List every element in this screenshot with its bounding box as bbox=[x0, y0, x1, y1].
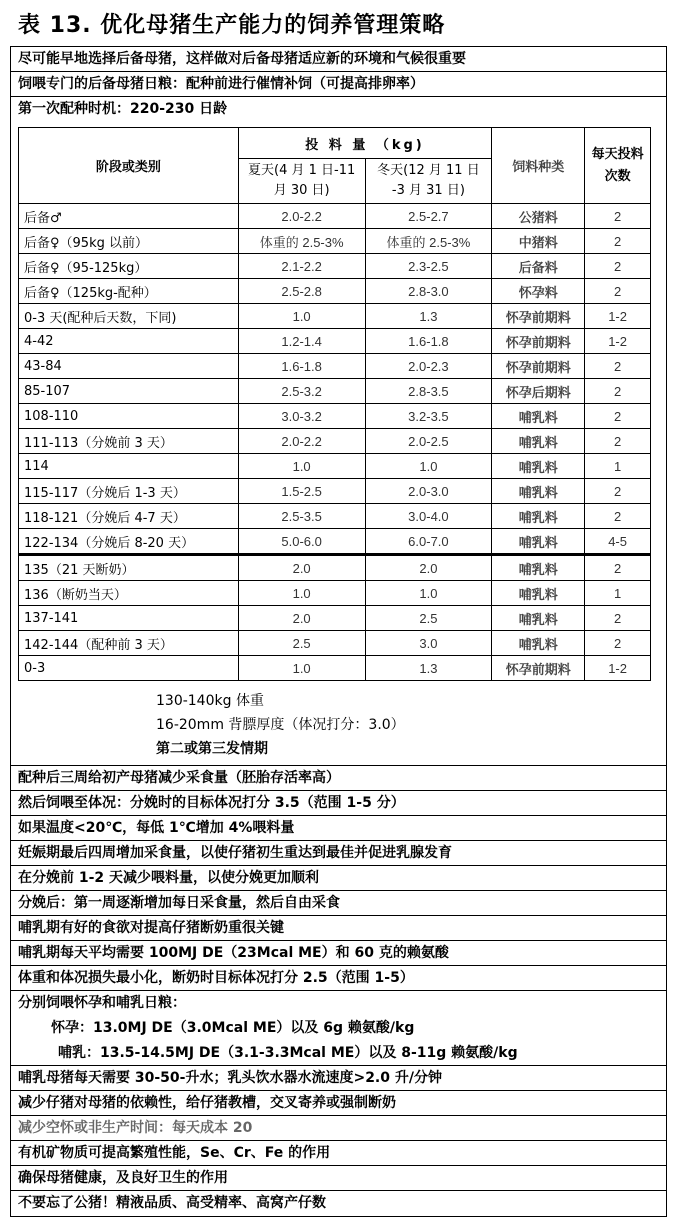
feed-cell: 哺乳料 bbox=[492, 631, 585, 656]
times-cell: 1 bbox=[585, 454, 651, 479]
winter-cell: 2.0-2.3 bbox=[365, 354, 492, 379]
strategy-row: 有机矿物质可提高繁殖性能，Se、Cr、Fe 的作用 bbox=[11, 1141, 666, 1166]
strategy-row: 配种后三周给初产母猪减少采食量（胚胎存活率高） bbox=[11, 766, 666, 791]
feed-cell: 怀孕前期料 bbox=[492, 329, 585, 354]
summer-cell: 体重的 2.5-3% bbox=[238, 229, 365, 254]
winter-cell: 2.5-2.7 bbox=[365, 204, 492, 229]
feed-cell: 哺乳料 bbox=[492, 454, 585, 479]
winter-cell: 1.3 bbox=[365, 304, 492, 329]
summer-cell: 2.5-2.8 bbox=[238, 279, 365, 304]
stage-cell: 后备♀（95-125kg） bbox=[19, 254, 239, 279]
pregnancy-diet: 怀孕：13.0MJ DE（3.0Mcal ME）以及 6g 赖氨酸/kg bbox=[51, 1020, 415, 1036]
table-row bbox=[19, 631, 651, 656]
summer-cell: 2.0-2.2 bbox=[238, 204, 365, 229]
table-row bbox=[19, 479, 651, 504]
summer-cell: 1.0 bbox=[238, 656, 365, 681]
stage-cell: 142-144（配种前 3 天） bbox=[19, 631, 239, 656]
stage-cell: 0-3 bbox=[19, 656, 239, 681]
stage-cell: 114 bbox=[19, 454, 239, 479]
strategy-row: 哺乳母猪每天需要 30-50-升水；乳头饮水器水流速度>2.0 升/分钟 bbox=[11, 1066, 666, 1091]
summer-cell: 1.0 bbox=[238, 581, 365, 606]
winter-cell: 1.6-1.8 bbox=[365, 329, 492, 354]
summer-cell: 1.6-1.8 bbox=[238, 354, 365, 379]
feed-cell: 中猪料 bbox=[492, 229, 585, 254]
table-row bbox=[19, 379, 651, 404]
times-cell: 2 bbox=[585, 279, 651, 304]
feeding-table bbox=[18, 127, 651, 681]
feed-cell: 怀孕前期料 bbox=[492, 656, 585, 681]
stage-cell: 后备♂ bbox=[19, 204, 239, 229]
header-times: 每天投料次数 bbox=[585, 128, 651, 204]
winter-cell: 体重的 2.5-3% bbox=[365, 229, 492, 254]
stage-cell: 4-42 bbox=[19, 329, 239, 354]
strategy-row: 妊娠期最后四周增加采食量，以使仔猪初生重达到最佳并促进乳腺发育 bbox=[11, 841, 666, 866]
winter-cell: 1.3 bbox=[365, 656, 492, 681]
table-row bbox=[19, 454, 651, 479]
stage-cell: 135（21 天断奶） bbox=[19, 555, 239, 581]
times-cell: 2 bbox=[585, 379, 651, 404]
times-cell: 2 bbox=[585, 504, 651, 529]
winter-cell: 1.0 bbox=[365, 454, 492, 479]
stage-cell: 43-84 bbox=[19, 354, 239, 379]
summer-cell: 2.5-3.5 bbox=[238, 504, 365, 529]
stage-cell: 136（断奶当天） bbox=[19, 581, 239, 606]
times-cell: 4-5 bbox=[585, 529, 651, 555]
stage-cell: 后备♀（125kg-配种） bbox=[19, 279, 239, 304]
summer-cell: 2.0 bbox=[238, 555, 365, 581]
feed-cell: 后备料 bbox=[492, 254, 585, 279]
summer-cell: 2.1-2.2 bbox=[238, 254, 365, 279]
feed-cell: 怀孕后期料 bbox=[492, 379, 585, 404]
table-row bbox=[19, 504, 651, 529]
feed-cell: 哺乳料 bbox=[492, 555, 585, 581]
stage-cell: 137-141 bbox=[19, 606, 239, 631]
stage-cell: 115-117（分娩后 1-3 天） bbox=[19, 479, 239, 504]
times-cell: 2 bbox=[585, 631, 651, 656]
winter-cell: 2.8-3.0 bbox=[365, 279, 492, 304]
strategy-row: 尽可能早地选择后备母猪，这样做对后备母猪适应新的环境和气候很重要 bbox=[11, 47, 666, 72]
note: 第二或第三发情期 bbox=[156, 741, 268, 757]
feed-cell: 怀孕前期料 bbox=[492, 354, 585, 379]
times-cell: 1 bbox=[585, 581, 651, 606]
separate-diets-head: 分别饲喂怀孕和哺乳日粮： bbox=[18, 995, 186, 1011]
table-row bbox=[19, 404, 651, 429]
header-amount: 投 料 量 （kg) bbox=[238, 128, 492, 159]
strategy-row: 减少空怀或非生产时间：每天成本 20 bbox=[11, 1116, 666, 1141]
table-row bbox=[19, 555, 651, 581]
feed-cell: 怀孕料 bbox=[492, 279, 585, 304]
feed-cell: 哺乳料 bbox=[492, 404, 585, 429]
times-cell: 2 bbox=[585, 479, 651, 504]
winter-cell: 2.0 bbox=[365, 555, 492, 581]
strategy-row: 确保母猪健康，及良好卫生的作用 bbox=[11, 1166, 666, 1191]
stage-cell: 0-3 天(配种后天数，下同) bbox=[19, 304, 239, 329]
times-cell: 2 bbox=[585, 606, 651, 631]
feed-cell: 怀孕前期料 bbox=[492, 304, 585, 329]
table-row bbox=[19, 279, 651, 304]
summer-cell: 2.0-2.2 bbox=[238, 429, 365, 454]
times-cell: 1-2 bbox=[585, 304, 651, 329]
table-row bbox=[19, 329, 651, 354]
table-row bbox=[19, 429, 651, 454]
feed-cell: 哺乳料 bbox=[492, 606, 585, 631]
feed-cell: 哺乳料 bbox=[492, 429, 585, 454]
summer-cell: 1.0 bbox=[238, 454, 365, 479]
table-row bbox=[19, 656, 651, 681]
header-stage: 阶段或类别 bbox=[19, 128, 239, 204]
table-row bbox=[19, 254, 651, 279]
stage-cell: 108-110 bbox=[19, 404, 239, 429]
strategy-row: 然后饲喂至体况：分娩时的目标体况打分 3.5（范围 1-5 分） bbox=[11, 791, 666, 816]
feed-cell: 公猪料 bbox=[492, 204, 585, 229]
winter-cell: 6.0-7.0 bbox=[365, 529, 492, 555]
feed-cell: 哺乳料 bbox=[492, 479, 585, 504]
strategy-row: 第一次配种时机：220-230 日龄 bbox=[18, 101, 228, 117]
feed-cell: 哺乳料 bbox=[492, 504, 585, 529]
table-row bbox=[19, 204, 651, 229]
table-row bbox=[19, 354, 651, 379]
table-row bbox=[19, 304, 651, 329]
winter-cell: 2.8-3.5 bbox=[365, 379, 492, 404]
times-cell: 1-2 bbox=[585, 329, 651, 354]
times-cell: 2 bbox=[585, 354, 651, 379]
table-row bbox=[19, 581, 651, 606]
summer-cell: 2.5-3.2 bbox=[238, 379, 365, 404]
strategy-row: 哺乳期每天平均需要 100MJ DE（23Mcal ME）和 60 克的赖氨酸 bbox=[11, 941, 666, 966]
summer-cell: 1.5-2.5 bbox=[238, 479, 365, 504]
stage-cell: 111-113（分娩前 3 天） bbox=[19, 429, 239, 454]
strategy-row: 饲喂专门的后备母猪日粮：配种前进行催情补饲（可提高排卵率） bbox=[11, 72, 666, 97]
feed-cell: 哺乳料 bbox=[492, 581, 585, 606]
strategy-row: 不要忘了公猪！精液品质、高受精率、高窝产仔数 bbox=[18, 1195, 326, 1211]
summer-cell: 5.0-6.0 bbox=[238, 529, 365, 555]
strategy-table bbox=[10, 46, 667, 1217]
stage-cell: 122-134（分娩后 8-20 天） bbox=[19, 529, 239, 555]
strategy-row: 体重和体况损失最小化，断奶时目标体况打分 2.5（范围 1-5） bbox=[11, 966, 666, 991]
breeding-targets bbox=[11, 685, 666, 766]
header-summer: 夏天(4 月 1 日-11 月 30 日) bbox=[238, 159, 365, 204]
strategy-row: 如果温度<20℃，每低 1℃增加 4%喂料量 bbox=[11, 816, 666, 841]
page-title: 表 13. 优化母猪生产能力的饲养管理策略 bbox=[18, 13, 446, 38]
feed-cell: 哺乳料 bbox=[492, 529, 585, 555]
winter-cell: 1.0 bbox=[365, 581, 492, 606]
winter-cell: 2.0-2.5 bbox=[365, 429, 492, 454]
note: 130-140kg 体重 bbox=[156, 693, 264, 709]
times-cell: 2 bbox=[585, 404, 651, 429]
summer-cell: 1.2-1.4 bbox=[238, 329, 365, 354]
stage-cell: 85-107 bbox=[19, 379, 239, 404]
strategy-row: 分娩后：第一周逐渐增加每日采食量，然后自由采食 bbox=[11, 891, 666, 916]
times-cell: 2 bbox=[585, 555, 651, 581]
summer-cell: 3.0-3.2 bbox=[238, 404, 365, 429]
times-cell: 2 bbox=[585, 229, 651, 254]
summer-cell: 2.5 bbox=[238, 631, 365, 656]
stage-cell: 后备♀（95kg 以前） bbox=[19, 229, 239, 254]
table-row bbox=[19, 229, 651, 254]
table-row bbox=[19, 529, 651, 555]
note: 16-20mm 背膘厚度（体况打分：3.0） bbox=[156, 717, 405, 733]
times-cell: 2 bbox=[585, 429, 651, 454]
summer-cell: 2.0 bbox=[238, 606, 365, 631]
winter-cell: 2.0-3.0 bbox=[365, 479, 492, 504]
winter-cell: 2.3-2.5 bbox=[365, 254, 492, 279]
times-cell: 1-2 bbox=[585, 656, 651, 681]
winter-cell: 3.0-4.0 bbox=[365, 504, 492, 529]
strategy-row: 哺乳期有好的食欲对提高仔猪断奶重很关键 bbox=[11, 916, 666, 941]
summer-cell: 1.0 bbox=[238, 304, 365, 329]
strategy-row: 减少仔猪对母猪的依赖性，给仔猪教槽，交叉寄养或强制断奶 bbox=[11, 1091, 666, 1116]
winter-cell: 3.0 bbox=[365, 631, 492, 656]
lactation-diet: 哺乳：13.5-14.5MJ DE（3.1-3.3Mcal ME）以及 8-11g 赖氨酸/kg bbox=[11, 1041, 666, 1066]
times-cell: 2 bbox=[585, 204, 651, 229]
table-row bbox=[19, 606, 651, 631]
header-winter: 冬天(12 月 11 日 -3 月 31 日) bbox=[365, 159, 492, 204]
times-cell: 2 bbox=[585, 254, 651, 279]
winter-cell: 3.2-3.5 bbox=[365, 404, 492, 429]
stage-cell: 118-121（分娩后 4-7 天） bbox=[19, 504, 239, 529]
winter-cell: 2.5 bbox=[365, 606, 492, 631]
header-feed: 饲料种类 bbox=[492, 128, 585, 204]
strategy-row: 在分娩前 1-2 天减少喂料量，以使分娩更加顺利 bbox=[11, 866, 666, 891]
